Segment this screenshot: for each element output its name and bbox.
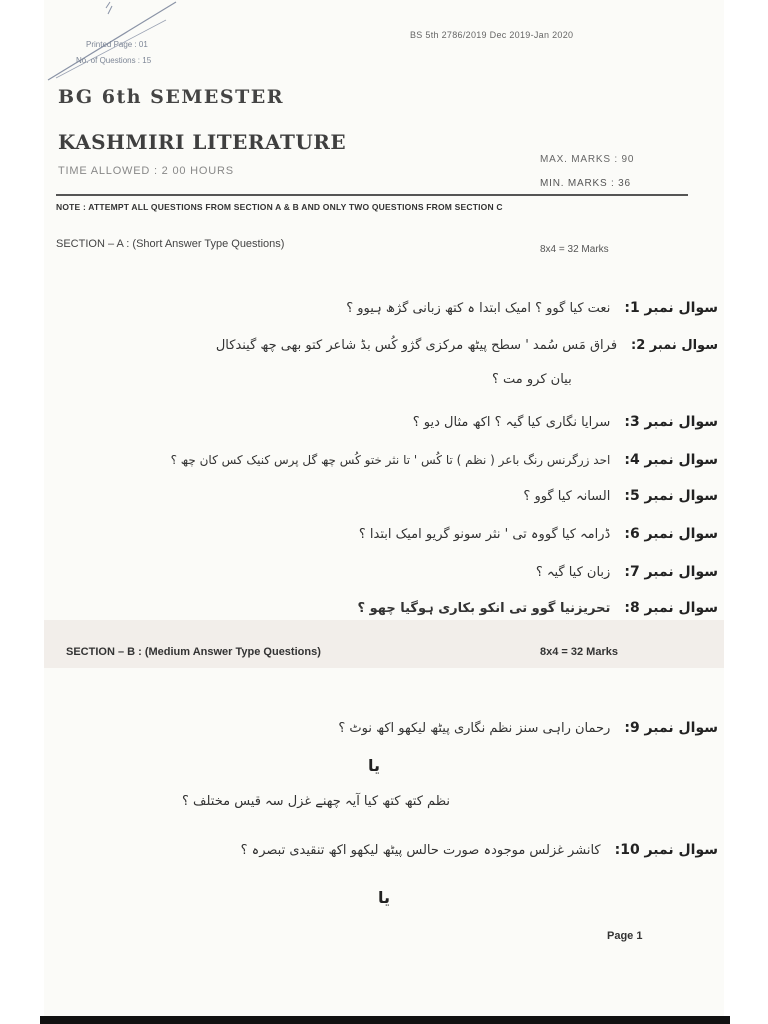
header-divider <box>56 194 688 196</box>
semester-title: BG 6th SEMESTER <box>58 86 285 108</box>
question-label: سوال نمبر 1: <box>624 300 718 316</box>
paper-code: BS 5th 2786/2019 Dec 2019-Jan 2020 <box>410 30 574 40</box>
question-label: سوال نمبر 2: <box>631 338 718 353</box>
question-2 <box>216 338 718 353</box>
question-text: ڈرامہ کیا گووہ تی ' نثر سونو گریو امیک ابتدا ؟ <box>358 527 611 542</box>
scan-edge-bar <box>40 1016 730 1024</box>
min-marks: MIN. MARKS : 36 <box>540 178 631 189</box>
question-count-note: No. of Questions : 15 <box>76 56 152 65</box>
question-5 <box>523 488 718 504</box>
question-label: سوال نمبر 10: <box>614 842 718 858</box>
section-a-marks: 8x4 = 32 Marks <box>540 244 609 255</box>
page-number: Page 1 <box>607 930 643 942</box>
question-label: سوال نمبر 5: <box>624 488 718 504</box>
question-3 <box>413 414 718 430</box>
question-text: زبان کیا گیہ ؟ <box>535 565 611 580</box>
section-a-title: SECTION – A : (Short Answer Type Questions) <box>56 238 285 250</box>
max-marks: MAX. MARKS : 90 <box>540 154 635 165</box>
question-text: نعت کیا گوو ؟ امیک ابتدا ہ کتھ زبانی گژھ ہیوو ؟ <box>346 301 611 316</box>
time-allowed: TIME ALLOWED : 2 00 HOURS <box>58 165 234 177</box>
question-label: سوال نمبر 3: <box>624 414 718 430</box>
section-b-marks: 8x4 = 32 Marks <box>540 646 618 658</box>
question-text: کانشر غزلس موجودہ صورت حالس پیٹھ لیکھو اکھ تنقیدی تبصرہ ؟ <box>240 843 601 858</box>
question-label: سوال نمبر 6: <box>624 526 718 542</box>
question-text: فراق مَس سُمد ' سطح پیٹھ مرکزی گژو کُس بڈ شاعر کتو بھی چھ گیندکال <box>215 338 618 353</box>
question-label: سوال نمبر 9: <box>624 720 718 736</box>
question-9 <box>338 720 718 736</box>
question-text: احد زرگرنس رنگ باعر ( نظم ) تا کُس ' تا نثر ختو کُس چھ گل پرس کنیک کس کان چھ ؟ <box>170 453 611 467</box>
question-text: تحریزنیا گوو تی انکو بکاری ہوگیا چھو ؟ <box>357 601 611 616</box>
question-text: رحمان راہی سنز نظم نگاری پیٹھ لیکھو اکھ نوٹ ؟ <box>338 721 611 736</box>
section-b-band <box>44 620 724 668</box>
question-label: سوال نمبر 7: <box>624 564 718 580</box>
question-2-continuation: بیان کرو مت ؟ <box>492 372 572 387</box>
or-label: یا <box>378 888 391 907</box>
subject-title: KASHMIRI LITERATURE <box>58 130 347 154</box>
question-6 <box>359 526 718 542</box>
question-8 <box>358 600 718 616</box>
question-10 <box>241 842 718 858</box>
question-text: سرایا نگاری کیا گیہ ؟ اکھ مثال دیو ؟ <box>412 415 611 430</box>
or-label: یا <box>368 756 381 775</box>
question-9-alternative: نظم کتھ کتھ کیا آیہ چھنے غزل سہ قیس مختلف ؟ <box>182 794 450 809</box>
question-4 <box>171 452 718 468</box>
question-label: سوال نمبر 8: <box>624 600 718 616</box>
instructions-note: NOTE : ATTEMPT ALL QUESTIONS FROM SECTION A & B AND ONLY TWO QUESTIONS FROM SECTION C <box>56 202 503 212</box>
question-1 <box>346 300 718 316</box>
question-7 <box>536 564 718 580</box>
section-b-title: SECTION – B : (Medium Answer Type Questions) <box>66 646 321 658</box>
question-label: سوال نمبر 4: <box>624 452 718 468</box>
question-text: السانہ کیا گوو ؟ <box>523 489 611 504</box>
printed-page-note: Printed Page : 01 <box>86 40 148 49</box>
